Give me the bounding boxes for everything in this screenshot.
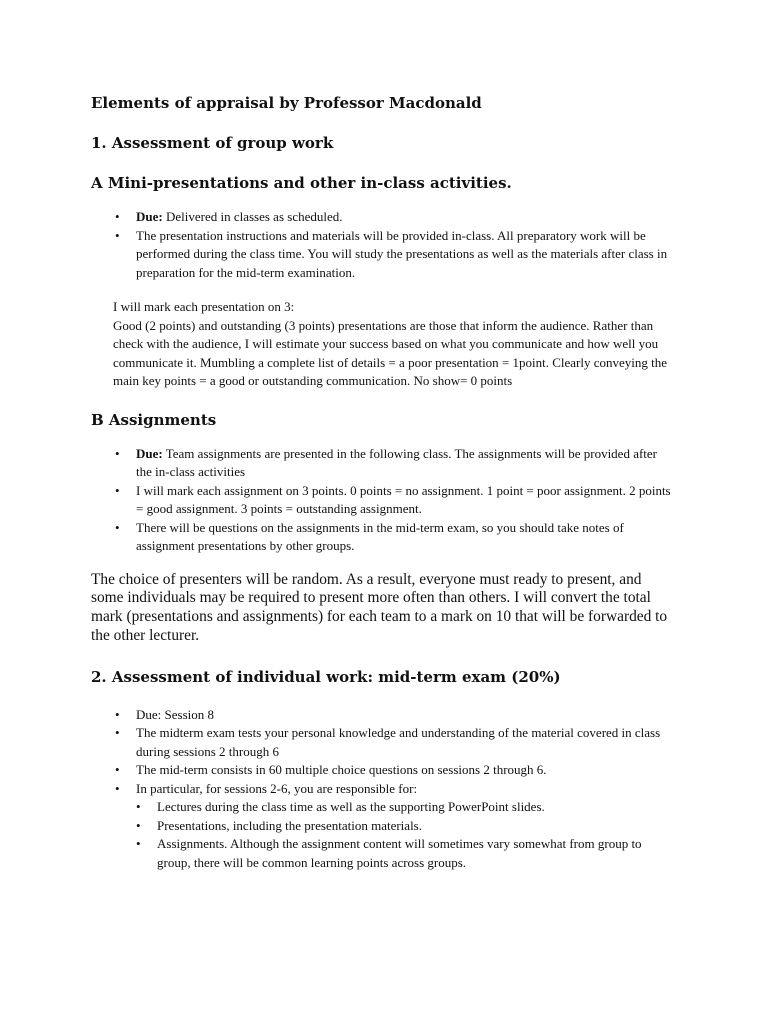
- list-item-text: There will be questions on the assignments in the mid-term exam, so you should take notes of assignment presentations by other groups.: [136, 519, 624, 553]
- list-item-text: Delivered in classes as scheduled.: [162, 209, 343, 224]
- section-1b-bullets: [91, 445, 676, 556]
- bullet-icon: •: [115, 209, 120, 224]
- bullet-icon: •: [115, 482, 120, 498]
- list-item: [115, 445, 676, 482]
- list-item: [115, 780, 676, 873]
- list-item: [115, 482, 676, 519]
- paragraph-line: I will mark each presentation on 3:: [113, 299, 295, 314]
- list-item-text: The midterm exam tests your personal knowledge and understanding of the material covered in class during sessions 2 through 6: [136, 725, 661, 759]
- list-item-text: Assignments. Although the assignment content will sometimes vary somewhat from group to group, there will be common learning points across groups.: [157, 836, 642, 870]
- list-item: [115, 761, 676, 780]
- document-title: Elements of appraisal by Professor Macdonald: [91, 94, 482, 112]
- list-item: [115, 706, 676, 725]
- bullet-icon: •: [136, 836, 141, 852]
- bullet-icon: •: [115, 780, 120, 796]
- responsibility-sublist: [136, 798, 676, 872]
- section-1a-bullets: [91, 208, 676, 282]
- list-item: [136, 817, 676, 836]
- bullet-icon: •: [115, 762, 120, 778]
- list-item: [115, 208, 676, 227]
- paragraph-body: Good (2 points) and outstanding (3 points) presentations are those that inform the audience. Rather than check with the audience, I will estimate your success based on what you communicate and how well you communicate it. Mumbling a complete list of details = a poor presentation = 1point. Clearly conveying the main key points = a good or outstanding communication. No show= 0 points: [113, 317, 668, 388]
- bullet-icon: •: [115, 519, 120, 535]
- due-label: Due:: [136, 209, 163, 224]
- bullet-icon: •: [115, 725, 120, 741]
- list-item: [115, 227, 676, 283]
- list-item: [115, 724, 676, 761]
- list-item: [136, 835, 676, 872]
- presenter-selection-paragraph: The choice of presenters will be random. As a result, everyone must ready to present, and some individuals may be required to present more often than others. I will convert the total mark (presentations and assignments) for each team to a mark on 10 that will be forwarded to the other lecturer.: [91, 570, 668, 644]
- list-item-text: The mid-term consists in 60 multiple choice questions on sessions 2 through 6.: [136, 762, 547, 778]
- section-2-bullets: [91, 706, 676, 873]
- bullet-icon: •: [115, 445, 120, 461]
- section-1-heading: 1. Assessment of group work: [91, 134, 334, 152]
- presentation-marking-paragraph: [91, 298, 676, 391]
- list-item-text: Team assignments are presented in the following class. The assignments will be provided after the in-class activities: [136, 445, 658, 479]
- list-item: [136, 798, 676, 817]
- bullet-icon: •: [136, 799, 141, 815]
- bullet-icon: •: [115, 227, 120, 243]
- bullet-icon: •: [136, 817, 141, 833]
- bullet-icon: •: [115, 706, 120, 722]
- list-item-text: In particular, for sessions 2-6, you are responsible for:: [136, 780, 418, 796]
- due-label: Due:: [136, 445, 163, 461]
- section-2-heading: 2. Assessment of individual work: mid-term exam (20%): [91, 667, 561, 686]
- section-1a-heading: A Mini-presentations and other in-class activities.: [91, 174, 512, 192]
- section-1b-heading: B Assignments: [91, 410, 217, 429]
- list-item-text: Presentations, including the presentation materials.: [157, 817, 422, 833]
- list-item-text: I will mark each assignment on 3 points. 0 points = no assignment. 1 point = poor assignment. 2 points = good assignment. 3 points = outstanding assignment.: [136, 482, 671, 516]
- list-item-text: Due: Session 8: [136, 706, 214, 722]
- list-item-text: Lectures during the class time as well as the supporting PowerPoint slides.: [157, 799, 545, 815]
- list-item: [115, 519, 676, 556]
- list-item-text: The presentation instructions and materials will be provided in-class. All preparatory work will be performed during the class time. You will study the presentations as well as the materials after class in preparation for the mid-term examination.: [136, 227, 668, 280]
